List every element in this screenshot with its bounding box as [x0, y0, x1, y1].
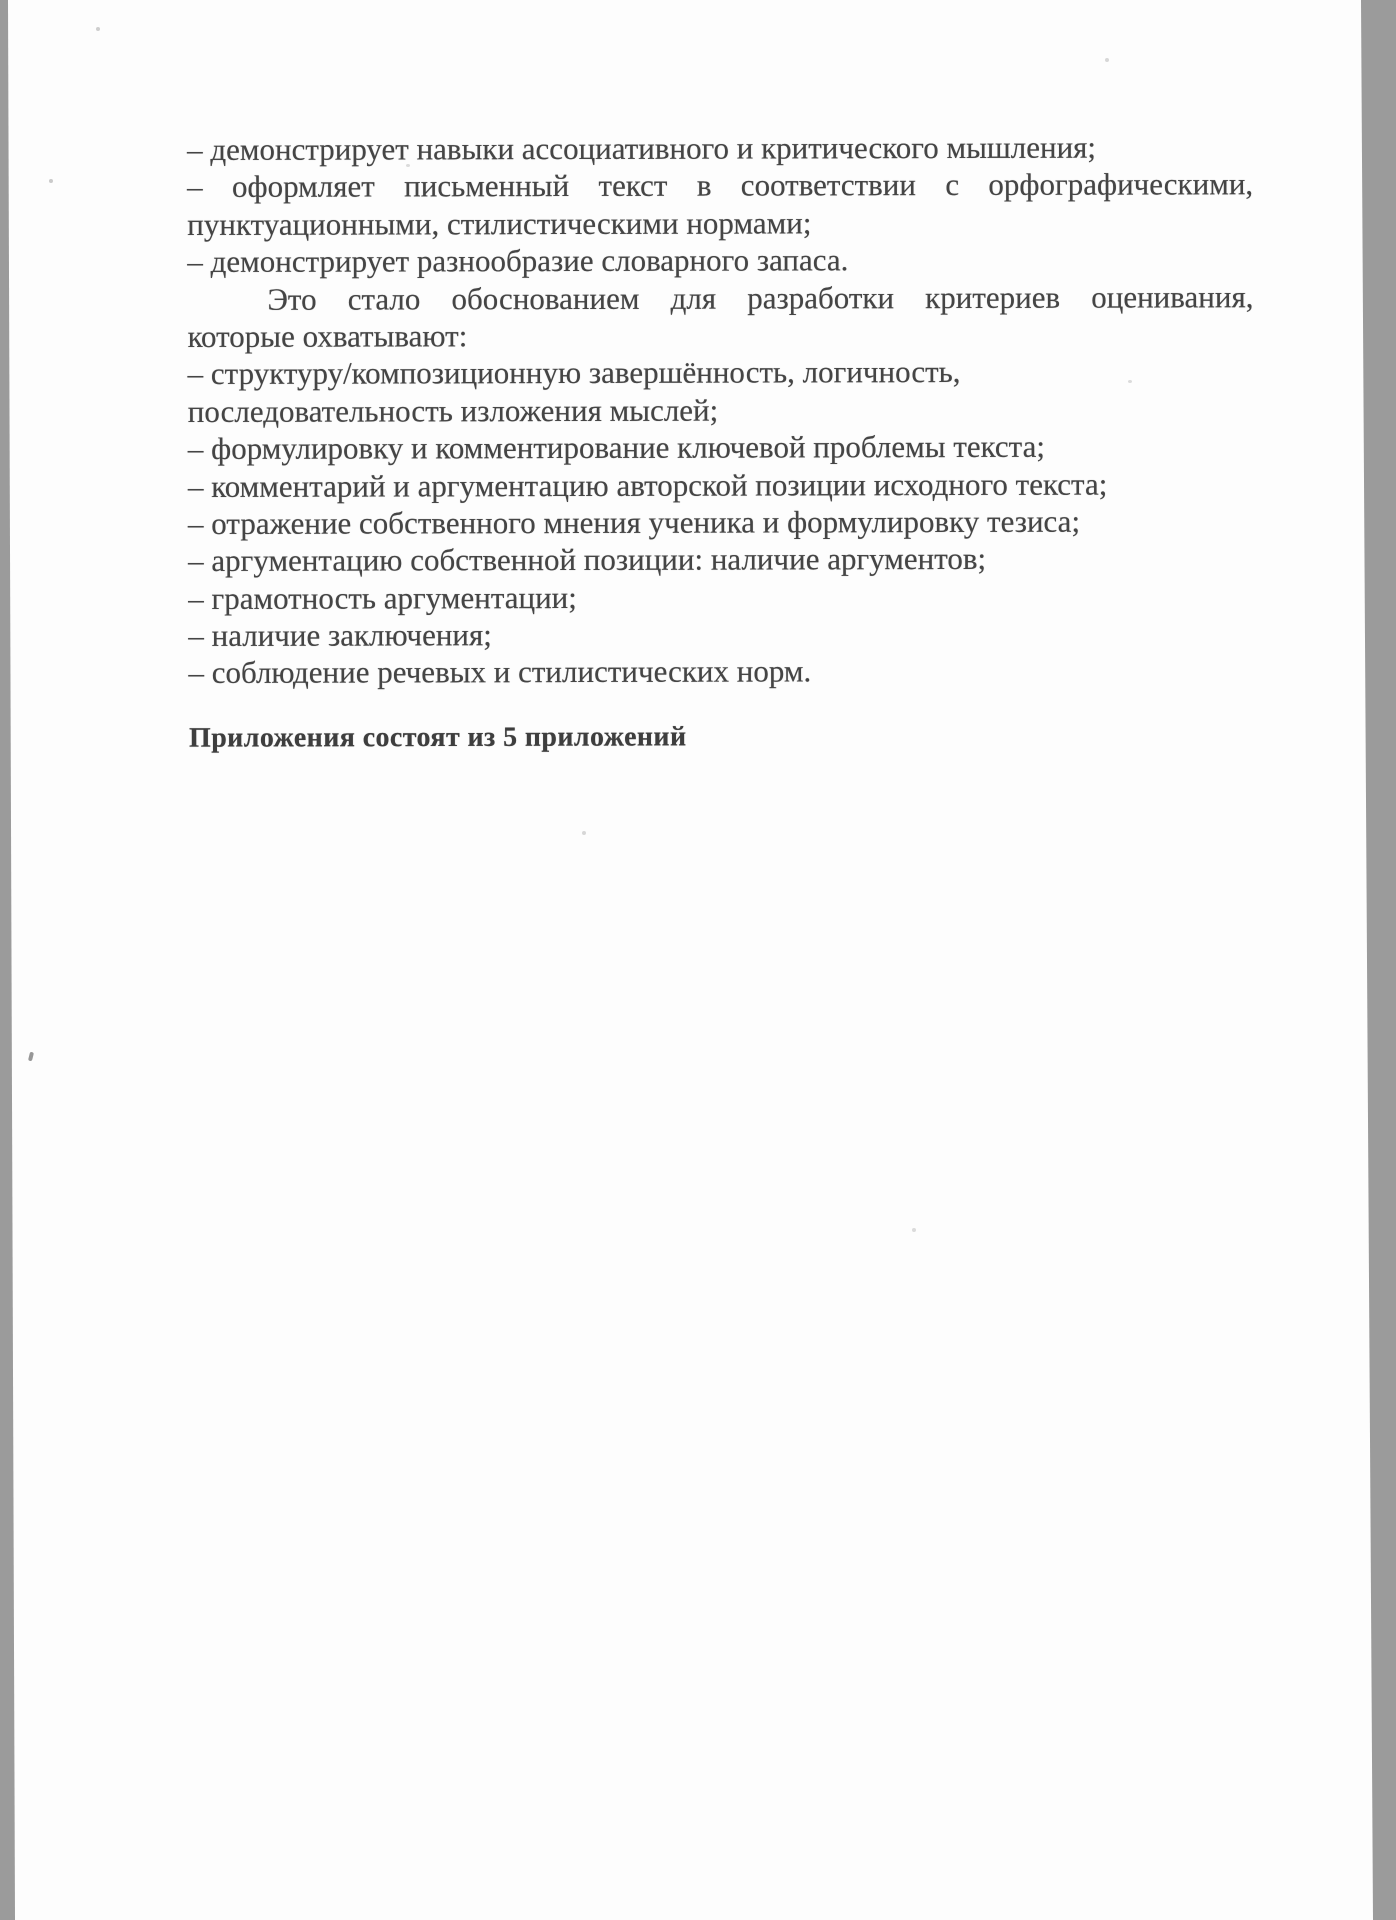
text-line: – соблюдение речевых и стилистических норм.	[188, 653, 812, 691]
scan-speck	[1128, 380, 1132, 383]
pen-mark	[28, 1052, 34, 1062]
scan-speck	[406, 164, 410, 167]
text-line: – демонстрирует навыки ассоциативного и критического мышления;	[187, 129, 1097, 167]
text-line: – наличие заключения;	[188, 617, 492, 654]
text-line: – отражение собственного мнения ученика и формулировку тезиса;	[187, 503, 1081, 541]
scanner-edge-left	[0, 0, 18, 1920]
text-line: последовательность изложения мыслей;	[187, 392, 719, 429]
text-line: Это стало обоснованием для разработки критериев оценивания,	[267, 278, 1254, 317]
text-line: – оформляет письменный текст в соответствии с орфографическими,	[187, 166, 1254, 205]
scan-speck	[1105, 58, 1109, 62]
scanner-edge-right	[1360, 0, 1396, 1920]
scan-speck	[912, 1228, 916, 1232]
document-body	[187, 128, 1254, 692]
text-line: – комментарий и аргументацию авторской позиции исходного текста;	[187, 466, 1108, 504]
scan-speck	[49, 179, 53, 183]
scan-speck	[582, 831, 586, 835]
scan-speck	[96, 27, 100, 31]
text-line: – демонстрирует разнообразие словарного запаса.	[187, 242, 849, 280]
text-line: пунктуационными, стилистическими нормами;	[187, 205, 812, 242]
text-line: – грамотность аргументации;	[188, 579, 577, 616]
text-line: – структуру/композиционную завершённость, логичность,	[187, 354, 961, 392]
appendix-note: Приложения состоят из 5 приложений	[188, 721, 687, 754]
text-line: – формулировку и комментирование ключевой проблемы текста;	[187, 428, 1045, 467]
text-line: которые охватывают:	[187, 318, 468, 354]
text-line: – аргументацию собственной позиции: наличие аргументов;	[188, 541, 987, 579]
